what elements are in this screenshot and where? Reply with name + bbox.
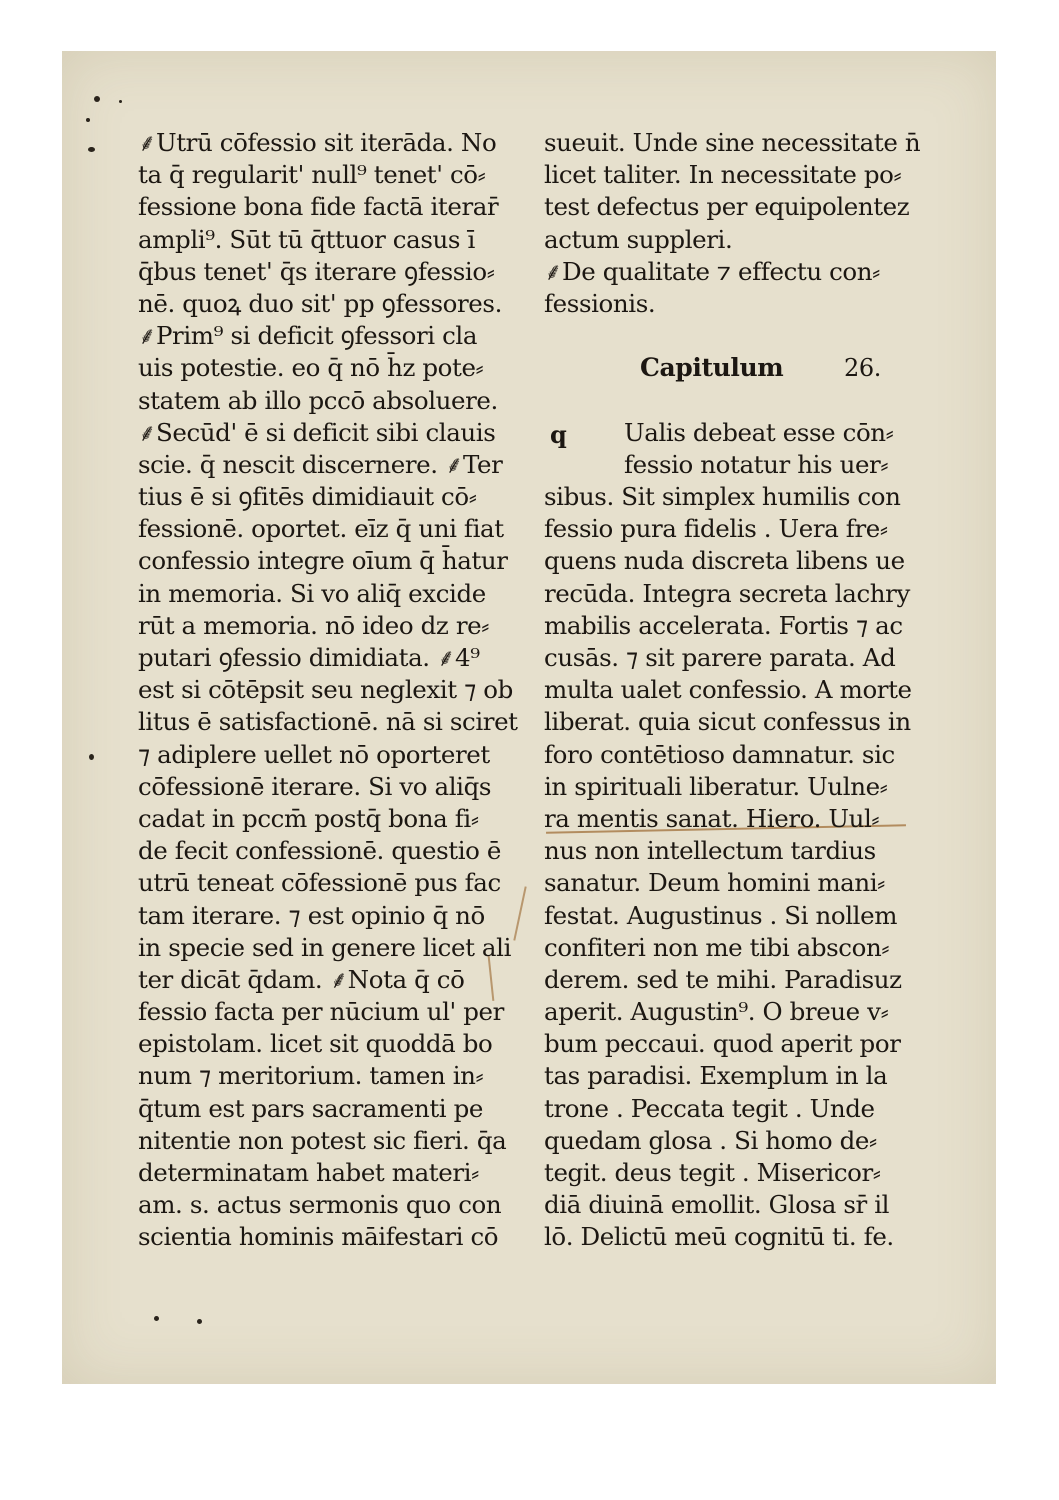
- text-line: liberat. quia sicut confessus in: [544, 707, 911, 737]
- text-line: tam iterare. ⁊ est opinio q̄ nō: [138, 900, 485, 930]
- text-line: q̄tum est pars sacramenti pe: [138, 1093, 483, 1123]
- text-line: quedam glosa . Si homo de⸗: [544, 1125, 877, 1155]
- text-line: ⸙Utrū cōfessio sit iterāda. No: [138, 128, 497, 157]
- text-line: lō. Delictū meū cognitū ti. fe.: [544, 1222, 894, 1252]
- text-line: fessionē. oportet. eīz q̄ uni fiat: [138, 514, 504, 544]
- text-line: cadat in pccm̄ postq̄ bona fi⸗: [138, 803, 479, 833]
- manuscript-stroke: [513, 886, 526, 940]
- text-line: bum peccaui. quod aperit por: [544, 1029, 901, 1059]
- text-line: tius ē si ꝯfitēs dimidiauit cō⸗: [138, 482, 477, 512]
- text-line: derem. sed te mihi. Paradisuz: [544, 964, 902, 994]
- text-line: confessio integre oīum q̄ h̄atur: [138, 546, 508, 576]
- ink-spot: [88, 147, 95, 152]
- text-line: fessio pura fidelis . Uera fre⸗: [544, 514, 888, 544]
- text-line: ⁊ adiplere uellet nō oporteret: [138, 739, 490, 769]
- chapter-title: Capitulum: [640, 353, 784, 383]
- text-line: rūt a memoria. nō ideo dz re⸗: [138, 610, 489, 640]
- right-text-column: [544, 127, 921, 1254]
- text-line: am. s. actus sermonis quo con: [138, 1190, 502, 1220]
- right-column-body-text: [544, 481, 912, 1254]
- text-line: scientia hominis māifestari cō: [138, 1222, 499, 1252]
- text-line: ampli⁹. Sūt tū q̄ttuor casus ī: [138, 224, 475, 254]
- ink-spot: [86, 118, 90, 122]
- right-column-top-text: [544, 127, 921, 320]
- left-text-column: [138, 127, 518, 1254]
- text-line: licet taliter. In necessitate po⸗: [544, 160, 902, 190]
- text-line: fessio facta per nūcium ul' per: [138, 997, 504, 1027]
- text-line: nus non intellectum tardius: [544, 836, 876, 866]
- text-line: trone . Peccata tegit . Unde: [544, 1093, 875, 1123]
- ink-spot: [197, 1319, 202, 1324]
- text-line: de fecit confessionē. questio ē: [138, 836, 501, 866]
- guide-letter: q: [550, 419, 567, 449]
- text-line: sibus. Sit simplex humilis con: [544, 482, 901, 512]
- text-line: litus ē satisfactionē. nā si sciret: [138, 707, 518, 737]
- chapter-opening: [544, 417, 894, 481]
- text-line: fessionis.: [544, 288, 656, 318]
- text-line: putari ꝯfessio dimidiata. ⸙4⁹: [138, 643, 480, 672]
- manuscript-stroke: [488, 956, 495, 1001]
- text-line: ta q̄ regularit' null⁹ tenet' cō⸗: [138, 160, 486, 190]
- book-page: [62, 51, 996, 1384]
- text-line: confiteri non me tibi abscon⸗: [544, 932, 890, 962]
- text-line: epistolam. licet sit quoddā bo: [138, 1029, 493, 1059]
- text-line: est si cōtēpsit seu neglexit ⁊ ob: [138, 675, 513, 705]
- text-line: fessio notatur his uer⸗: [624, 449, 889, 479]
- text-line: utrū teneat cōfessionē pus fac: [138, 868, 501, 898]
- text-line: determinatam habet materi⸗: [138, 1158, 479, 1187]
- text-line: fessione bona fide factā iterar̄: [138, 192, 499, 222]
- text-line: cōfessionē iterare. Si vo aliq̄s: [138, 771, 492, 801]
- text-line: scie. q̄ nescit discernere. ⸙Ter: [138, 449, 503, 479]
- ink-spot: [154, 1316, 159, 1321]
- text-line: recūda. Integra secreta lachry: [544, 578, 910, 608]
- text-line: festat. Augustinus . Si nollem: [544, 900, 898, 930]
- text-line: nitentie non potest sic fieri. q̄a: [138, 1125, 507, 1155]
- text-line: mabilis accelerata. Fortis ⁊ ac: [544, 610, 903, 640]
- text-line: statem ab illo pccō absoluere.: [138, 385, 498, 415]
- ink-spot: [94, 96, 100, 102]
- text-line: nē. quoꝝ duo sit' pp ꝯfessores.: [138, 288, 502, 318]
- text-line: foro contētioso damnatur. sic: [544, 739, 895, 769]
- text-line: aperit. Augustin⁹. O breue v⸗: [544, 997, 889, 1027]
- text-line: multa ualet confessio. A morte: [544, 675, 912, 705]
- ink-spot: [119, 100, 122, 103]
- text-line: quens nuda discreta libens ue: [544, 546, 905, 576]
- text-line: sanatur. Deum homini mani⸗: [544, 868, 885, 898]
- text-line: ⸙Prim⁹ si deficit ꝯfessori cla: [138, 321, 478, 351]
- text-line: sueuit. Unde sine necessitate n̄: [544, 128, 921, 157]
- chapter-heading: [544, 352, 889, 384]
- text-line: num ⁊ meritorium. tamen in⸗: [138, 1061, 484, 1091]
- text-line: uis potestie. eo q̄ nō h̄z pote⸗: [138, 353, 484, 383]
- text-line: cusās. ⁊ sit parere parata. Ad: [544, 643, 896, 672]
- text-line: ⸙Secūd' ē si deficit sibi clauis: [138, 417, 496, 447]
- text-line: Ualis debeat esse cōn⸗: [624, 417, 894, 447]
- text-line: tegit. deus tegit . Misericor⸗: [544, 1158, 881, 1187]
- text-line: actum suppleri.: [544, 224, 733, 254]
- text-line: in spirituali liberatur. Uulne⸗: [544, 771, 888, 801]
- text-line: ra mentis sanat. Hiero. Uul⸗: [544, 803, 880, 833]
- text-line: tas paradisi. Exemplum in la: [544, 1061, 888, 1091]
- text-line: in specie sed in genere licet ali: [138, 932, 512, 962]
- text-line: test defectus per equipolentez: [544, 192, 910, 222]
- text-line: q̄bus tenet' q̄s iterare ꝯfessio⸗: [138, 256, 495, 286]
- chapter-number: 26.: [844, 354, 881, 383]
- text-line: diā diuinā emollit. Glosa sr̄ il: [544, 1190, 890, 1220]
- text-line: in memoria. Si vo aliq̄ excide: [138, 578, 486, 608]
- ink-spot: [89, 754, 94, 760]
- text-line: ⸙De qualitate ⁊ effectu con⸗: [544, 256, 880, 286]
- text-line: ter dicāt q̄dam. ⸙Nota q̄ cō: [138, 964, 465, 994]
